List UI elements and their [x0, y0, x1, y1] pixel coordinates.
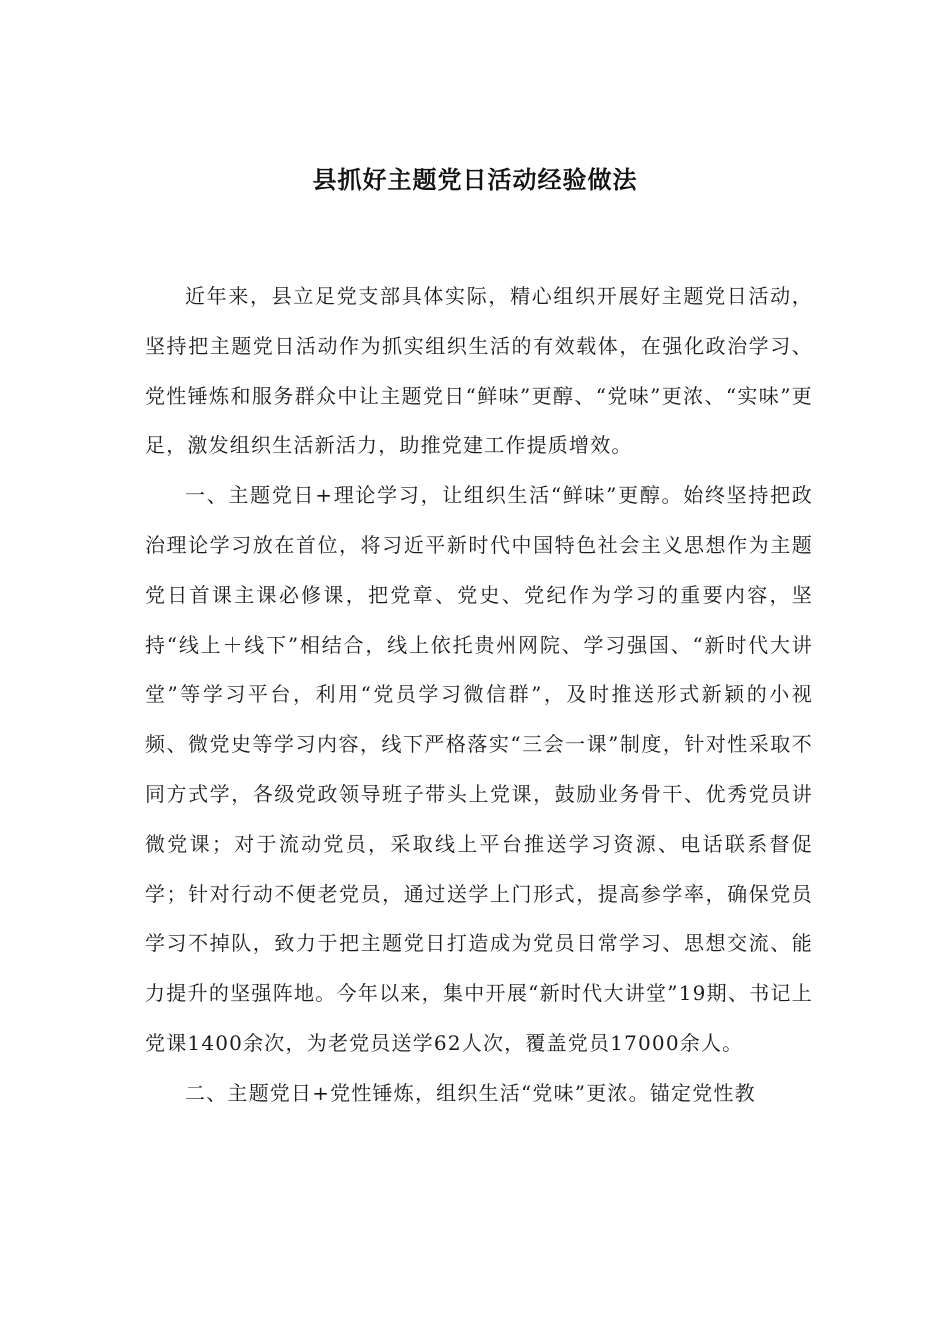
document-title: 县抓好主题党日活动经验做法 [312, 165, 638, 194]
paragraph-section-two: 二、主题党日+党性锤炼，组织生活“党味”更浓。锚定党性教 [185, 1080, 756, 1105]
paragraph-intro: 近年来，县立足党支部具体实际，精心组织开展好主题党日活动，坚持把主题党日活动作为抓实组织生活的有效载体，在强化政治学习、党性锤炼和服务群众中让主题党日“鲜味”更醇、“党味”更浓、“实味”更足，激发组织生活新活力，助推党建工作提质增效。 [145, 284, 813, 458]
paragraph-section-one: 一、主题党日+理论学习，让组织生活“鲜味”更醇。始终坚持把政治理论学习放在首位，将习近平新时代中国特色社会主义思想作为主题党日首课主课必修课，把党章、党史、党纪作为学习的重要内容，坚持“线上＋线下”相结合，线上依托贵州网院、学习强国、“新时代大讲堂”等学习平台，利用“党员学习微信群”，及时推送形式新颖的小视频、微党史等学习内容，线下严格落实“三会一课”制度，针对性采取不同方式学，各级党政领导班子带头上党课，鼓励业务骨干、优秀党员讲微党课；对于流动党员，采取线上平台推送学习资源、电话联系督促学；针对行动不便老党员，通过送学上门形式，提高参学率，确保党员学习不掉队，致力于把主题党日打造成为党员日常学习、思想交流、能力提升的坚强阵地。今年以来，集中开展“新时代大讲堂”19期、书记上党课1400余次，为老党员送学62人次，覆盖党员17000余人。 [145, 483, 813, 1055]
document-body [145, 272, 813, 1119]
